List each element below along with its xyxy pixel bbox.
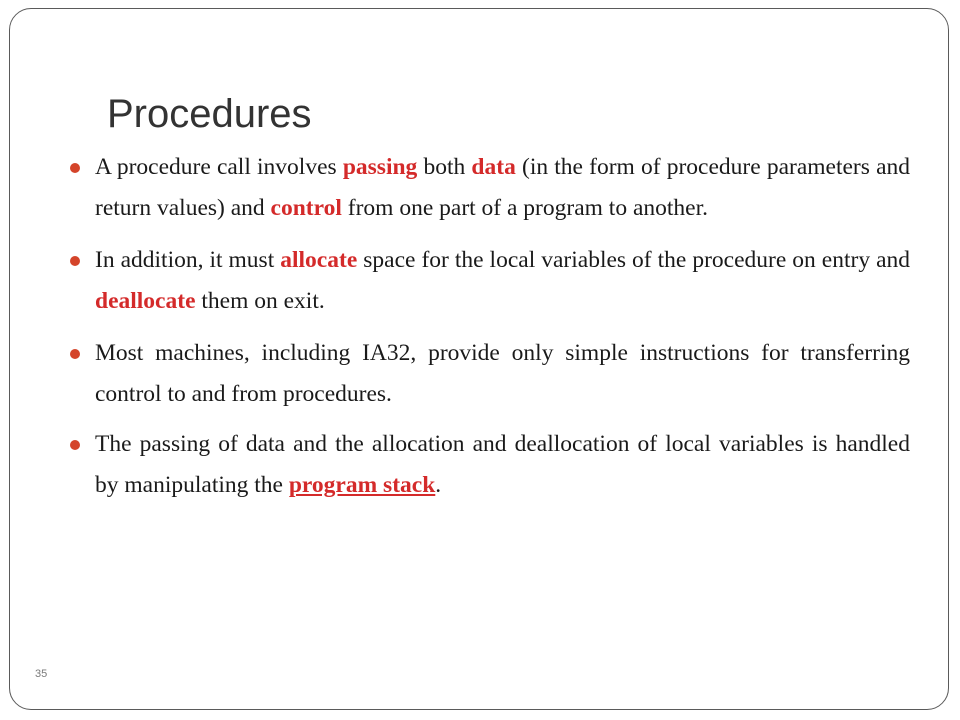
bullet-text: . [435,471,442,498]
keyword-control: control [270,194,342,221]
bullet-text: (in the form of procedure parameters and return values) and [95,154,911,221]
bullet-dot-icon [70,349,80,359]
bullet-dot-icon [70,163,80,173]
bullet-text: The passing of data and the allocation and deallocation of local variables is handled by manipulating the [95,431,910,498]
program-stack-link[interactable]: program stack [288,471,436,498]
slide-number: 35 [35,668,48,680]
bullet-dot-icon [70,440,80,450]
bullet-item [95,424,910,505]
keyword-data: data [471,154,516,180]
bullet-list [95,147,910,517]
slide-title: Procedures [107,92,312,136]
bullet-item [95,333,910,414]
bullet-dot-icon [70,256,80,266]
bullet-text: A procedure call involves [95,154,343,180]
keyword-allocate: allocate [280,247,358,273]
bullet-text: from one part of a program to another. [341,194,708,221]
keyword-deallocate: deallocate [95,287,196,314]
bullet-text: both [417,154,472,180]
keyword-passing: passing [342,154,418,180]
bullet-text: them on exit. [195,287,325,314]
bullet-item [95,240,910,321]
bullet-item [95,147,910,228]
bullet-text: space for the local variables of the procedure on entry and [357,247,911,273]
bullet-text: Most machines, including IA32, provide only simple instructions for transferring control to and from procedures. [95,340,910,407]
bullet-text: In addition, it must [95,247,281,273]
